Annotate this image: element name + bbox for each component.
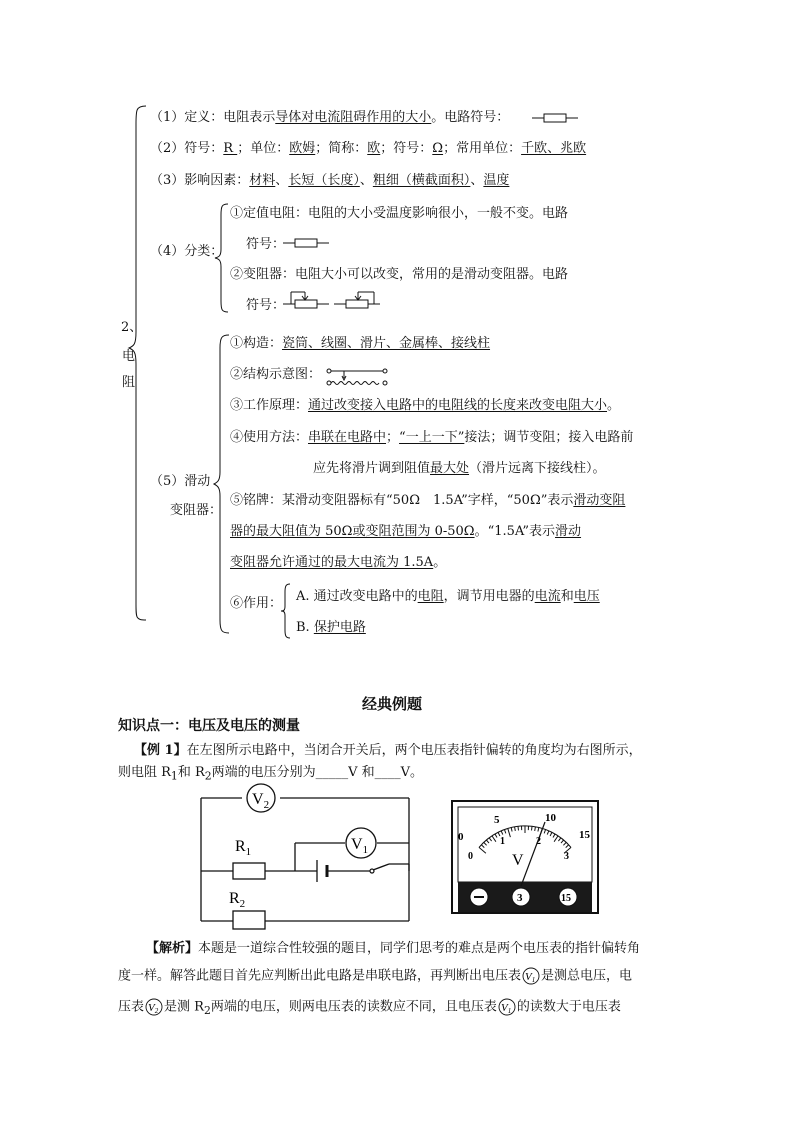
rheostat-label-2: 变阻器： <box>170 503 223 518</box>
analysis-line-2: 度一样。解答此题目首先应判断出此电路是串联电路，再判断出电压表 V1 是测总电压，电 <box>118 968 633 984</box>
usage-line-2: 应先将滑片调到阻值最大处（滑片远离下接线柱）。 <box>313 461 606 476</box>
scale-top-10: 10 <box>545 812 556 824</box>
factors-line: （3）影响因素：材料、长短（长度）、粗细（横截面积）、温度 <box>150 173 510 188</box>
construction-line: ①构造：瓷筒、线圈、滑片、金属棒、接线柱 <box>230 336 491 351</box>
scale-bottom-1: 1 <box>500 836 505 847</box>
definition-line: （1）定义：电阻表示导体对电流阻碍作用的大小。电路符号： <box>150 110 510 125</box>
rheostat-label-1: （5）滑动 <box>150 474 211 489</box>
working-principle-line: ③工作原理：通过改变接入电路中的电阻线的长度来改变电阻大小。 <box>230 398 621 413</box>
voltmeter-v1-icon <box>521 967 541 985</box>
function-label: ⑥作用： <box>230 596 283 611</box>
section-number: 2、 <box>121 320 143 335</box>
scale-bottom-2: 2 <box>536 836 541 847</box>
voltmeter-v2-icon <box>144 998 164 1016</box>
scale-top-15: 15 <box>579 829 590 841</box>
v1-label: $V_1$ <box>351 836 369 856</box>
nameplate-line-1: ⑤铭牌：某滑动变阻器标有“50Ω 1.5A”字样，“50Ω”表示滑动变阻 <box>230 493 626 508</box>
example-line-2: 则电阻 $R_1$和 $R_2$两端的电压分别为_____V 和____V。 <box>118 765 424 783</box>
scale-bottom-3: 3 <box>564 851 569 862</box>
classification-label: （4）分类： <box>150 244 224 259</box>
svg-text:V1: V1 <box>525 971 536 984</box>
answer-blank-2[interactable]: ____ <box>374 765 401 780</box>
svg-text:15: 15 <box>561 893 571 904</box>
knowledge-point-title: 知识点一：电压及电压的测量 <box>118 718 300 734</box>
section-char-1: 电 <box>122 349 136 364</box>
scale-bottom-0: 0 <box>468 851 473 862</box>
symbol-unit-line: （2）符号：R ；单位：欧姆；简称：欧；符号：Ω；常用单位：千欧、兆欧 <box>150 141 587 156</box>
terminal-15 <box>559 888 577 906</box>
function-b-line: B. 保护电路 <box>296 620 366 635</box>
svg-text:V2: V2 <box>148 1002 159 1015</box>
scale-tick <box>518 826 519 830</box>
nameplate-line-2: 器的最大阻值为 50Ω或变阻范围为 0-50Ω。“1.5A”表示滑动 <box>230 524 582 539</box>
scale-tick <box>535 827 536 831</box>
rheostat-symbol-label: 符号： <box>246 298 286 313</box>
resistor-symbol <box>532 112 580 124</box>
nameplate-line-3: 变阻器允许通过的最大电流为 1.5A。 <box>230 555 447 570</box>
rheostat-symbol-a <box>283 290 333 312</box>
answer-blank-1[interactable]: _____ <box>315 765 349 780</box>
r1-label: $R_1$ <box>235 838 252 858</box>
analysis-line-3: 压表 V2 是测 $R_2$两端的电压，则两电压表的读数应不同，且电压表 V1 的读数大于电压表 <box>118 999 621 1018</box>
rheostat-brace <box>213 334 231 636</box>
fixed-resistor-text: ①定值电阻：电阻的大小受温度影响很小，一般不变。电路 <box>230 206 569 221</box>
scale-top-0: 0 <box>458 831 464 843</box>
rheostat-structure-diagram <box>326 363 388 391</box>
svg-text:3: 3 <box>517 892 523 904</box>
v2-label: $V_2$ <box>252 791 270 811</box>
usage-line-1: ④使用方法：串联在电路中；“一上一下”接法；调节变阻；接入电路前 <box>230 430 634 445</box>
voltmeter-v1-icon-2 <box>497 998 517 1016</box>
function-brace <box>280 583 292 639</box>
section-heading: 经典例题 <box>362 695 423 713</box>
r2-label: $R_2$ <box>229 890 246 910</box>
fixed-resistor-symbol-label: 符号： <box>246 237 286 252</box>
terminal-negative <box>470 888 488 906</box>
section-char-2: 阻 <box>122 375 136 390</box>
scale-tick <box>515 827 516 831</box>
example-line-1: 【例 1】在左图所示电路中，当闭合开关后，两个电压表指针偏转的角度均为右图所示， <box>134 743 642 758</box>
fixed-resistor-symbol <box>283 237 331 249</box>
meter-unit: V <box>512 852 524 869</box>
structure-diagram-label: ②结构示意图： <box>230 367 322 382</box>
scale-tick <box>532 826 533 830</box>
scale-top-5: 5 <box>494 814 500 826</box>
analysis-line-1: 【解析】本题是一道综合性较强的题目，同学们思考的难点是两个电压表的指针偏转角 <box>146 941 641 956</box>
svg-text:V1: V1 <box>500 1002 512 1015</box>
rheostat-symbol-b <box>334 290 384 312</box>
rheostat-text: ②变阻器：电阻大小可以改变，常用的是滑动变阻器。电路 <box>230 267 569 282</box>
circuit-diagram <box>195 785 420 925</box>
function-a-line: A. 通过改变电路中的电阻，调节用电器的电流和电压 <box>296 589 600 604</box>
voltmeter-dial <box>451 800 599 914</box>
terminal-3 <box>512 888 530 906</box>
